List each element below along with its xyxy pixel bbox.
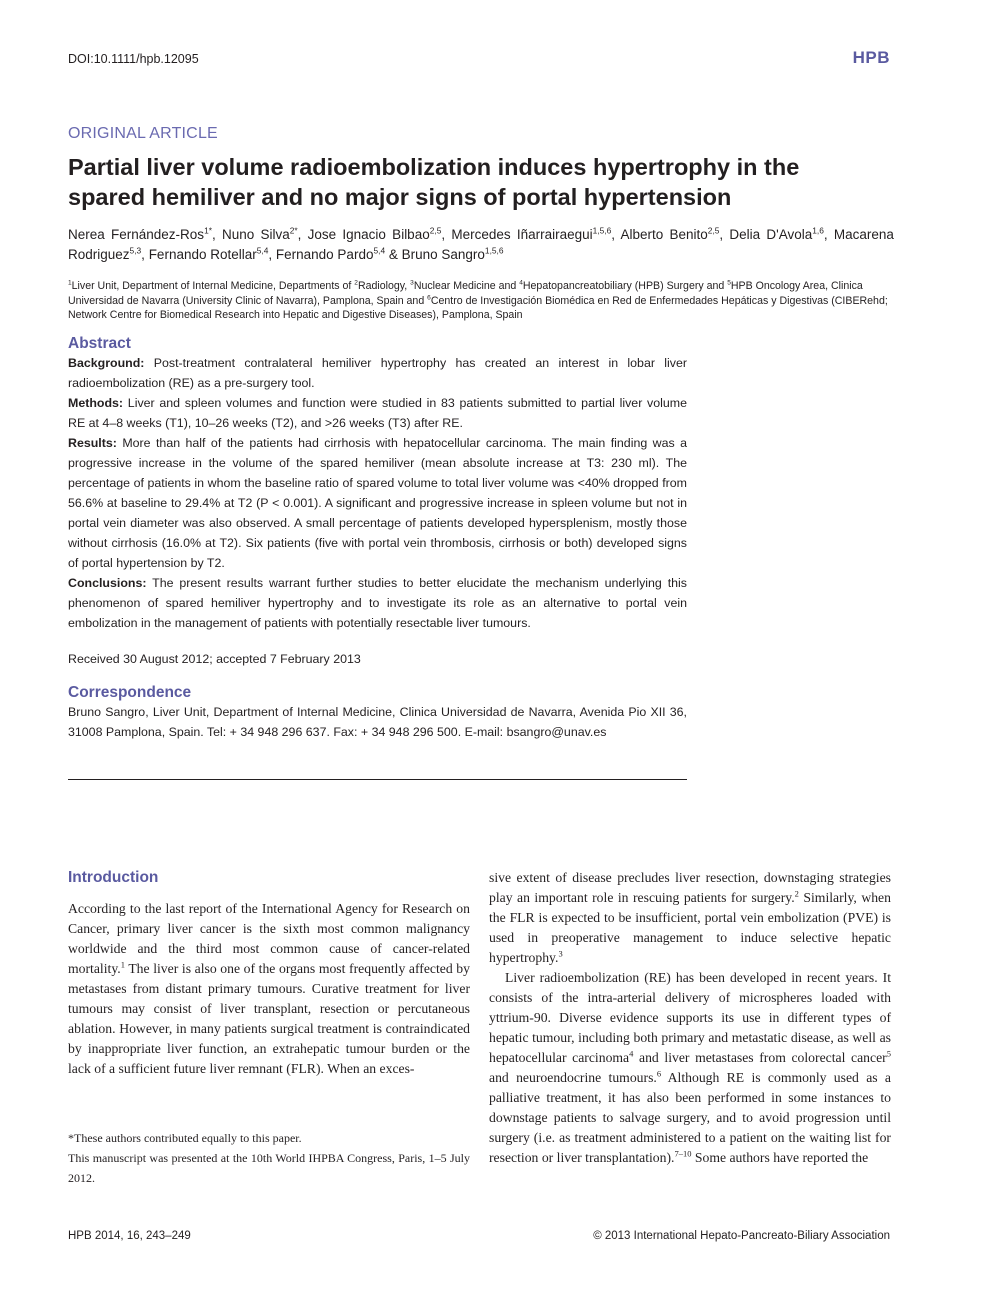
body-paragraph [489,868,891,968]
affiliations [68,279,894,323]
author-affiliation-marker: 1* [204,225,212,236]
body-paragraph [68,899,470,1079]
citation-marker: 5 [886,1048,891,1059]
footer-citation: HPB 2014, 16, 243–249 [68,1230,191,1242]
abstract-conclusions [68,573,687,633]
affiliation-text: Centro de Investigación Biomédica en Red de Enfermedades Hepáticas y Digestivas (CIBERehd; Network Centre for Biomedical Research into Hepatic and Digestive Diseases), Pamplona, Spain [68,294,888,321]
body-text: sive extent of disease precludes liver resection, downstaging strategies play an important role in rescuing patients for surgery. [489,870,891,905]
citation-marker: 6 [656,1068,662,1079]
received-dates: Received 30 August 2012; accepted 7 February 2013 [68,652,361,666]
author-name: Nerea Fernández-Ros [68,227,205,242]
abstract-label: Results: [68,436,117,450]
title-line-2: spared hemiliver and no major signs of portal hypertension [68,184,732,210]
body-text: Similarly, when the FLR is expected to be insufficient, portal vein embolization (PVE) is used in preoperative management to induce selective hepatic hypertrophy. [489,890,891,965]
abstract-label: Methods: [68,396,124,410]
body-text: According to the last report of the International Agency for Research on Cancer, primary liver cancer is the sixth most common malignancy worldwide and the third most common cause of cancer-related mortality. [68,901,470,976]
doi: DOI:10.1111/hpb.12095 [68,52,199,66]
title-line-1: Partial liver volume radioembolization induces hypertrophy in the [68,154,800,180]
affiliation-number: 3 [410,279,414,287]
author-affiliation-marker: 2,5 [707,225,720,236]
abstract-label: Conclusions: [68,576,147,590]
author-name: Jose Ignacio Bilbao [307,227,430,242]
footnote: This manuscript was presented at the 10th World IHPBA Congress, Paris, 1–5 July 2012. [68,1151,470,1185]
abstract-results [68,433,687,573]
journal-logo: HPB [852,48,890,67]
article-title [68,152,898,212]
author-affiliation-marker: 5,4 [256,245,269,256]
abstract-text: More than half of the patients had cirrhosis with hepatocellular carcinoma. The main finding was a progressive increase in the volume of the spared hemiliver (mean absolute increase at T3: 230 ml). The percentage of patients in whom the baseline ratio of spared volume to total liver volume was <40% dropped from 56.6% at baseline to 29.4% at T2 (P < 0.001). A significant and progressive increase in spleen volume but not in portal vein diameter was also observed. A small percentage of patients developed hypersplenism, mostly those without cirrhosis (16.0% at T2). Six patients (five with portal vein thrombosis, cirrhosis or both) developed signs of portal hypertension by T2. [68,436,687,570]
abstract-heading: Abstract [68,335,131,352]
body-paragraph [489,968,891,1168]
correspondence-text: Bruno Sangro, Liver Unit, Department of Internal Medicine, Clinica Universidad de Navarra, Avenida Pio XII 36, 31008 Pamplona, Spain. Tel: + 34 948 296 637. Fax: + 34 948 296 500. E-mail: bsangro@unav.es [68,705,687,739]
citation-marker: 4 [629,1048,634,1059]
body-text: and liver metastases from colorectal cancer [633,1050,887,1065]
affiliation-text: Nuclear Medicine and [413,280,520,292]
text-column-left [68,899,470,1079]
author-name: Fernando Pardo [275,247,374,262]
author-name: Fernando Rotellar [148,247,257,262]
author-name: Delia D'Avola [729,227,813,242]
section-divider [68,779,687,780]
citation-marker: 7–10 [674,1148,692,1159]
body-text: Although RE is commonly used as a palliative treatment, it has also been performed in some instances to downstage patients to salvage surgery, and to avoid progression until surgery (i.e. as treatment administered to a patient on the waiting list for resection or liver transplantation). [489,1070,891,1165]
affiliation-number: 6 [427,293,431,301]
footer-copyright: © 2013 International Hepato-Pancreato-Biliary Association [593,1230,890,1242]
footnotes [68,1128,470,1188]
body-text: Some authors have reported the [691,1150,869,1165]
author-name: Nuno Silva [221,227,290,242]
author-name: Mercedes Iñarrairaegui [451,227,593,242]
body-text: The liver is also one of the organs most frequently affected by metastases from distant primary tumours. Curative treatment for liver tumours may consist of liver transplant, resection or percutaneous ablation. However, in many patients surgical treatment is contraindicated by inappropriate liver function, an extrahepatic tumour burden or the lack of a sufficient future liver remnant (FLR). When an exces- [68,961,470,1076]
affiliation-number: 1 [68,279,72,287]
affiliation-number: 2 [354,279,358,287]
author-affiliation-marker: 1,5,6 [484,245,504,256]
abstract [68,335,687,742]
correspondence-heading: Correspondence [68,684,192,701]
text-column-right [489,868,891,1168]
abstract-background [68,353,687,393]
affiliation-text: HPB Oncology Area, Clinica Universidad de Navarra (University Clinic of Navarra), Pamplona, Spain and [68,280,863,307]
author-list: Nerea Fernández-Ros$^{1*}$, Nuno Silva$^{2*}$, Jose Ignacio Bilbao$^{2,5}$, Mercedes Iñarrairaegui$^{1,5,6}$, Alberto Benito$^{2,5}$, Delia D'Avola$^{1,6}$, Macarena Rodriguez$^{5,3}$, Fernando Rotellar$^{5,4}$, Fernando Pardo$^{5,4}$ & Bruno Sangro$^{1,5,6}$ [68,225,894,262]
affiliation-text: Hepatopancreatobiliary (HPB) Surgery and [522,280,728,292]
abstract-text: Post-treatment contralateral hemiliver hypertrophy has created an interest in lobar liver radioembolization (RE) as a pre-surgery tool. [68,356,687,390]
affiliation-text: Radiology, [357,280,411,292]
author-name: Macarena Rodriguez [68,227,894,262]
citation-marker: 3 [558,948,563,959]
abstract-methods [68,393,687,433]
footnote: *These authors contributed equally to this paper. [68,1131,302,1145]
body-text: and neuroendocrine tumours. [489,1070,657,1085]
affiliation-number: 4 [519,279,523,287]
introduction-heading: Introduction [68,869,159,886]
body-text: Liver radioembolization (RE) has been developed in recent years. It consists of the intra-arterial delivery of microspheres loaded with yttrium-90. Diverse evidence supports its use in different types of hepatic tumour, including both primary and metastatic disease, as well as hepatocellular carcinoma [489,970,891,1065]
author-affiliation-marker: 1,5,6 [592,225,612,236]
author-affiliation-marker: 2,5 [429,225,442,236]
citation-marker: 2 [794,888,799,899]
author-name: Bruno Sangro [401,247,485,262]
author-affiliation-marker: 1,6 [812,225,824,236]
affiliation-text: Liver Unit, Department of Internal Medicine, Departments of [71,280,355,292]
author-affiliation-marker: 5,3 [129,245,142,256]
abstract-text: The present results warrant further studies to better elucidate the mechanism underlying this phenomenon of spared hemiliver hypertrophy and to investigate its role as an alternative to portal vein embolization in the management of patients with potentially resectable liver tumours. [68,576,687,630]
abstract-label: Background: [68,356,145,370]
author-name: Alberto Benito [620,227,708,242]
citation-marker: 1 [120,959,125,970]
abstract-text: Liver and spleen volumes and function were studied in 83 patients submitted to partial liver volume RE at 4–8 weeks (T1), 10–26 weeks (T2), and >26 weeks (T3) after RE. [68,396,687,430]
affiliation-number: 5 [727,279,731,287]
author-affiliation-marker: 5,4 [373,245,386,256]
author-affiliation-marker: 2* [289,225,298,236]
article-type: ORIGINAL ARTICLE [68,125,218,142]
